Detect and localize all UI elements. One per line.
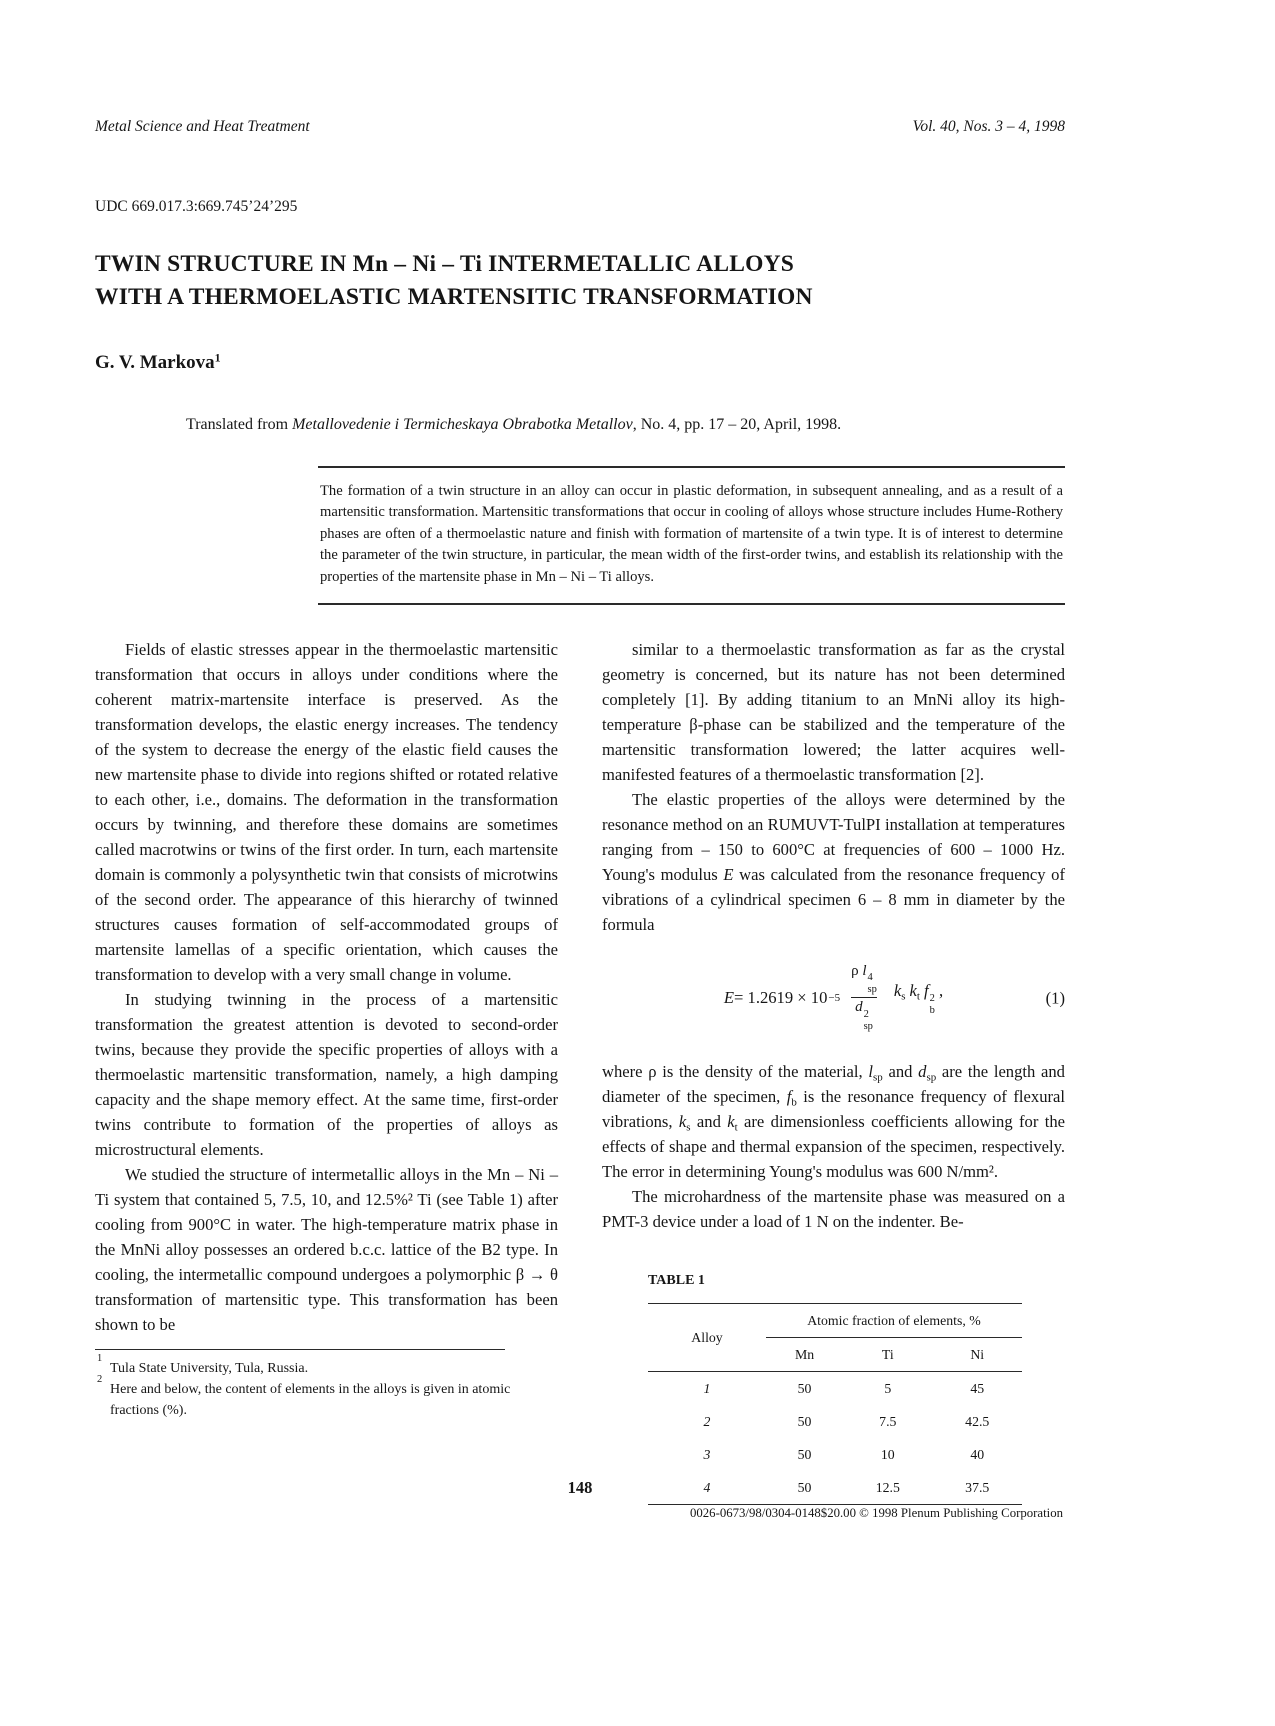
journal-name: Metal Science and Heat Treatment [95, 118, 310, 135]
body-columns [95, 637, 1065, 1505]
table-row [648, 1405, 1022, 1438]
formula-term: t [916, 990, 920, 1003]
table-cell: 3 [703, 1446, 711, 1462]
column-header-ti: Ti [843, 1337, 932, 1371]
paragraph: The elastic properties of the alloys were determined by the resonance method on an RUMUVT-TulPI installation at temperatures ranging from – 150 to 600°C at frequencies of 600 – 1000 Hz. Young's modulus E was calculated from the resonance frequency of vibrations of a cylindrical specimen 6 – 8 mm in diameter by the formula [602, 789, 1065, 934]
table-cell: 50 [797, 1446, 812, 1462]
formula-term: E [723, 988, 735, 1008]
table-cell: 37.5 [933, 1471, 1022, 1505]
table-cell: 42.5 [965, 1413, 990, 1429]
formula-term: f [923, 981, 929, 1001]
equation-number: (1) [1045, 988, 1065, 1008]
copyright-line: 0026-0673/98/0304-0148$20.00 © 1998 Plenum Publishing Corporation [689, 1506, 1063, 1520]
formula-term: sp [863, 1020, 873, 1032]
table-cell: 50 [766, 1471, 843, 1505]
right-column [602, 637, 1065, 1505]
column-header-atomic-fraction: Atomic fraction of elements, % [766, 1303, 1022, 1337]
author-footnote-marker: 1 [214, 350, 221, 365]
footnotes [95, 1352, 558, 1421]
formula-term: s [901, 990, 906, 1003]
translation-note: Translated from Metallovedenie i Termicheskaya Obrabotka Metallov, No. 4, pp. 17 – 20, April, 1998. [186, 415, 842, 433]
formula-term: k [893, 981, 902, 1001]
table-cell: 4 [648, 1471, 766, 1505]
equation-1 [602, 963, 1065, 1033]
fraction-numerator [847, 963, 881, 997]
formula-term: d [855, 999, 863, 1016]
table-header-row [648, 1303, 1022, 1337]
column-header-alloy: Alloy [648, 1303, 766, 1371]
sup-sub-stack [868, 972, 877, 996]
paragraph: In studying twinning in the process of a martensitic transformation the greatest attention is devoted to second-order twins, because they provide the specific properties of alloys with a thermoelastic martensitic transformation, namely, a high damping capacity and the shape memory effect. At the same time, first-order twins contribute to formation of the properties of alloys as microstructural elements. [95, 989, 558, 1159]
footnote: 1 Tula State University, Tula, Russia. [97, 1352, 309, 1376]
formula-term: k [909, 981, 917, 1001]
udc-number: UDC 669.017.3:669.745’24’295 [95, 198, 298, 215]
table-cell: 7.5 [879, 1413, 897, 1429]
equation-body: E = 1.2619 × 10 −5 ρ l 4 sp d 2 sp $k_s$ $k_t$ f 2 b , [723, 962, 944, 1032]
formula-term: , [934, 981, 944, 1001]
author-text: G. V. Markova [95, 351, 215, 373]
formula-term: ρ [851, 962, 863, 979]
table-row [648, 1371, 1022, 1405]
abstract: The formation of a twin structure in an alloy can occur in plastic deformation, in subsequent annealing, and as a result of a martensitic transformation. Martensitic transformations that occur in cooling of alloys whose structure includes Hume-Rothery phases are often of a thermoelastic nature and finish with formation of martensite of a twin type. It is of interest to determine the parameter of the twin structure, in particular, the mean width of the first-order twins, and establish its relationship with the properties of the martensite phase in Mn – Ni – Ti alloys. [318, 466, 1065, 605]
column-header-mn: Mn [766, 1337, 843, 1371]
alloy-composition-table [648, 1303, 1022, 1505]
table-cell: 40 [970, 1446, 985, 1462]
running-head [95, 118, 1065, 136]
sup-sub-stack [864, 1009, 873, 1033]
formula-term: 4 [867, 972, 873, 984]
footnote: 2 Here and below, the content of elements in the alloys is given in atomic fractions (%). [97, 1373, 511, 1418]
table-cell: 50 [797, 1413, 812, 1429]
formula-term: sp [867, 984, 877, 996]
table-cell: 12.5 [843, 1471, 932, 1505]
table-1-block [648, 1268, 1022, 1505]
formula-term: 2 [929, 993, 935, 1005]
fraction-denominator [851, 997, 877, 1032]
paragraph: We studied the structure of intermetallic alloys in the Mn – Ni – Ti system that contained 5, 7.5, 10, and 12.5%² Ti (see Table 1) after cooling from 900°C in water. The high-temperature matrix phase in the MnNi alloy possesses an ordered b.c.c. lattice of the B2 type. In cooling, the intermetallic compound undergoes a polymorphic β → θ transformation of martensitic type. This transformation has been shown to be [95, 1164, 558, 1334]
formula-coefficients [890, 978, 943, 1017]
footnote-text: Tula State University, Tula, Russia. [110, 1360, 309, 1376]
formula-term: b [929, 1005, 935, 1017]
paragraph: The microhardness of the martensite phase was measured on a PMT-3 device under a load of 1 N on the indenter. Be- [602, 1186, 1065, 1231]
table-row [648, 1438, 1022, 1471]
formula-term: l [862, 962, 867, 979]
title-line-2: WITH A THERMOELASTIC MARTENSITIC TRANSFORMATION [95, 283, 813, 310]
table-cell: 45 [970, 1380, 985, 1396]
paragraph: similar to a thermoelastic transformation as far as the crystal geometry is concerned, but its nature has not been determined completely [1]. By adding titanium to an MnNi alloy its high-temperature β-phase can be stabilized and the temperature of the martensitic transformation lowered; the latter acquires well-manifested features of a thermoelastic transformation [2]. [602, 639, 1065, 784]
page-number: 148 [567, 1478, 593, 1497]
formula-fraction [847, 963, 881, 1033]
formula-term: = 1.2619 × 10 [734, 988, 828, 1008]
paragraph: Fields of elastic stresses appear in the thermoelastic martensitic transformation that occurs in alloys under conditions where the coherent matrix-martensite interface is preserved. As the transformation develops, the elastic energy increases. The tendency of the system to decrease the energy of the elastic field causes the new martensite phase to divide into regions shifted or rotated relative to each other, i.e., domains. The deformation in the transformation occurs by twinning, and therefore these domains are sometimes called macrotwins or twins of the first order. In turn, each martensite domain is commonly a polysynthetic twin that consists of microtwins of the second order. The appearance of this hierarchy of twinned structures causes formation of self-accommodated groups of martensite lamellas of a specific orientation, which causes the transformation to develop with a very small change in volume. [95, 639, 558, 984]
table-cell: 5 [884, 1380, 892, 1396]
table-cell: 1 [703, 1380, 711, 1396]
table-cell: 2 [703, 1413, 711, 1429]
table-cell: 10 [880, 1446, 895, 1462]
table-caption: TABLE 1 [648, 1272, 705, 1288]
left-column [95, 637, 558, 1505]
author-name [95, 352, 1065, 374]
footnote-rule [95, 1349, 505, 1350]
column-header-ni: Ni [933, 1337, 1022, 1371]
volume-info: Vol. 40, Nos. 3 – 4, 1998 [912, 118, 1065, 135]
table-cell: 50 [797, 1380, 812, 1396]
footnote-text: Here and below, the content of elements in the alloys is given in atomic fractions (%). [110, 1381, 511, 1418]
title-line-1: TWIN STRUCTURE IN Mn – Ni – Ti INTERMETALLIC ALLOYS [95, 251, 795, 277]
paragraph: where ρ is the density of the material, $l_{sp}$ and $d_{sp}$ are the length and diameter of the specimen, $f_b$ is the resonance frequency of flexural vibrations, $k_s$ and $k_t$ are dimensionless coefficients allowing for the effects of shape and thermal expansion of the specimen, respectively. The error in determining Young's modulus was 600 N/mm². [602, 1061, 1065, 1181]
article-title [95, 248, 1065, 314]
formula-term: 2 [863, 1008, 869, 1020]
